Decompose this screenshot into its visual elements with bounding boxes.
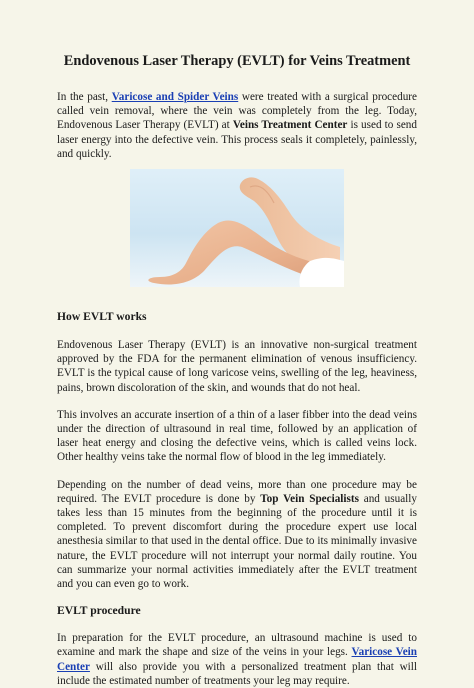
hero-image-wrap	[57, 169, 417, 287]
legs-photo-icon	[130, 169, 344, 287]
section1-paragraph-2: This involves an accurate insertion of a thin of a laser fibber into the dead veins under the direction of ultrasound in real time, followed by an application of laser heat energy and closing the defective veins, which is called veins lock. Other healthy veins take the normal flow of blood in the leg immediately.	[57, 408, 417, 464]
legs-illustration	[130, 169, 344, 287]
varicose-spider-veins-link[interactable]: Varicose and Spider Veins	[111, 91, 239, 103]
section-heading-how-evlt-works: How EVLT works	[57, 310, 147, 324]
section1-paragraph-1: Endovenous Laser Therapy (EVLT) is an innovative non-surgical treatment approved by the FDA for the permanent elimination of venous insufficiency. EVLT is the typical cause of long varicose veins, swelling of the leg, heaviness, pains, brown discoloration of the skin, and wounds that do not heal.	[57, 339, 417, 394]
section2-p1-text-b: will also provide you with a personalized treatment plan that will include the estimated number of treatments your leg may require.	[57, 660, 417, 687]
section1-p3-text-a: Depending on the number of dead veins, more than one procedure may be required. The EVLT procedure is done by	[57, 478, 417, 505]
intro-paragraph	[57, 90, 417, 161]
section-heading-evlt-procedure: EVLT procedure	[57, 604, 141, 618]
section2-paragraph-1	[57, 631, 417, 688]
top-vein-specialists-strong: Top Vein Specialists	[260, 492, 359, 505]
intro-text-2: were treated with a surgical procedure called vein removal, where the vein was completely from the leg. Today, Endovenous Laser Therapy (EVLT) at	[57, 91, 417, 132]
intro-text-3: is used to send laser energy into the defective vein. This process seals it completely, painlessly, and quickly.	[57, 119, 417, 160]
document-title: Endovenous Laser Therapy (EVLT) for Veins Treatment	[63, 53, 411, 69]
intro-text-1: In the past,	[57, 91, 112, 103]
section1-p3-text-b: and usually takes less than 15 minutes from the beginning of the procedure until it is completed. To prevent discomfort during the procedure expert use local anesthesia similar to that used in the dental office. Due to its minimally invasive nature, the EVLT procedure will not interrupt your normal daily routine. You can summarize your normal activities immediately after the EVLT treatment and you can even go to work.	[57, 492, 417, 591]
veins-treatment-center-strong: Veins Treatment Center	[232, 119, 348, 132]
section2-p1-text-a: In preparation for the EVLT procedure, an ultrasound machine is used to examine and mark the shape and size of the veins in your legs.	[57, 632, 417, 659]
section1-paragraph-3	[57, 478, 417, 592]
varicose-vein-center-link[interactable]: Varicose Vein Center	[57, 646, 417, 673]
